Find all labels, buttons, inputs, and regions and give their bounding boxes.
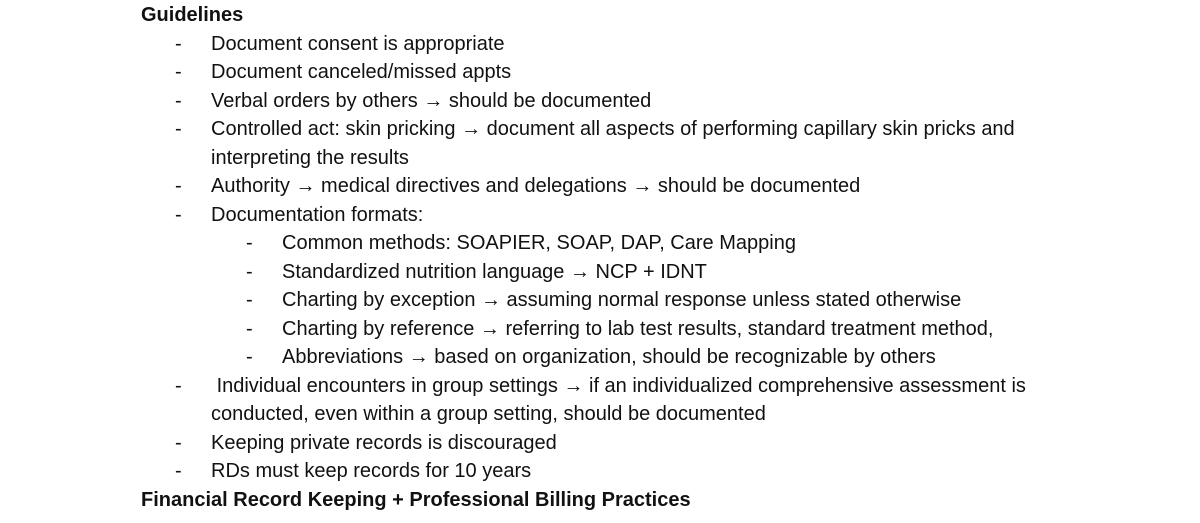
list-item <box>0 30 1051 59</box>
bullet-dash: - <box>175 431 182 454</box>
documentation-formats-list <box>0 229 1200 372</box>
bullet-dash: - <box>175 89 182 112</box>
list-item-text: Verbal orders by others → should be documented <box>211 89 652 112</box>
bullet-dash: - <box>175 32 182 55</box>
sub-list-item <box>0 286 1082 315</box>
list-item <box>0 457 1051 486</box>
sub-list-item-text: Standardized nutrition language → NCP + IDNT <box>282 260 707 283</box>
list-item-text: Controlled act: skin pricking → document all aspects of performing capillary skin pricks and interpreting the results <box>211 118 1021 169</box>
sub-list-item-text: Charting by exception → assuming normal response unless stated otherwise <box>282 289 962 311</box>
list-item <box>0 429 1051 458</box>
sub-list-item-text: Abbreviations → based on organization, should be recognizable by others <box>282 346 936 368</box>
bullet-dash: - <box>175 203 182 226</box>
sub-list-item <box>0 343 1082 372</box>
formats-group <box>0 229 1200 372</box>
list-item-text: Documentation formats: <box>211 203 424 226</box>
bullet-dash: - <box>246 346 253 368</box>
list-item <box>0 115 1051 172</box>
list-item-text: Document consent is appropriate <box>211 32 505 55</box>
bullet-dash: - <box>246 317 253 340</box>
list-item-text: Document canceled/missed appts <box>211 61 512 83</box>
bullet-dash: - <box>175 118 182 140</box>
sub-list-item <box>0 315 1082 344</box>
sub-list-item-text: Charting by reference → referring to lab test results, standard treatment method, <box>282 317 994 340</box>
list-item <box>0 172 1051 201</box>
sub-list-item <box>0 258 1082 287</box>
bullet-dash: - <box>246 289 253 311</box>
list-item-text: RDs must keep records for 10 years <box>211 460 532 482</box>
bullet-dash: - <box>246 232 253 254</box>
guidelines-list <box>0 30 1200 486</box>
sub-list-item-text: Common methods: SOAPIER, SOAP, DAP, Care Mapping <box>282 232 796 254</box>
list-item <box>0 372 1051 429</box>
bullet-dash: - <box>175 61 182 83</box>
list-item-text: Keeping private records is discouraged <box>211 431 557 454</box>
list-item-text: Authority → medical directives and delegations → should be documented <box>211 175 861 197</box>
bullet-dash: - <box>175 460 182 482</box>
bullet-dash: - <box>175 175 182 197</box>
list-item-text: Individual encounters in group settings → if an individualized comprehensive assessment is conducted, even within a group setting, should be documented <box>211 374 1032 425</box>
list-item-documentation-formats <box>0 201 1051 230</box>
section-heading-guidelines: Guidelines <box>141 4 244 26</box>
section-heading-financial: Financial Record Keeping + Professional Billing Practices <box>141 489 691 511</box>
list-item <box>0 58 1051 87</box>
list-item <box>0 87 1051 116</box>
bullet-dash: - <box>246 260 253 283</box>
sub-list-item <box>0 229 1082 258</box>
bullet-dash: - <box>175 374 182 397</box>
